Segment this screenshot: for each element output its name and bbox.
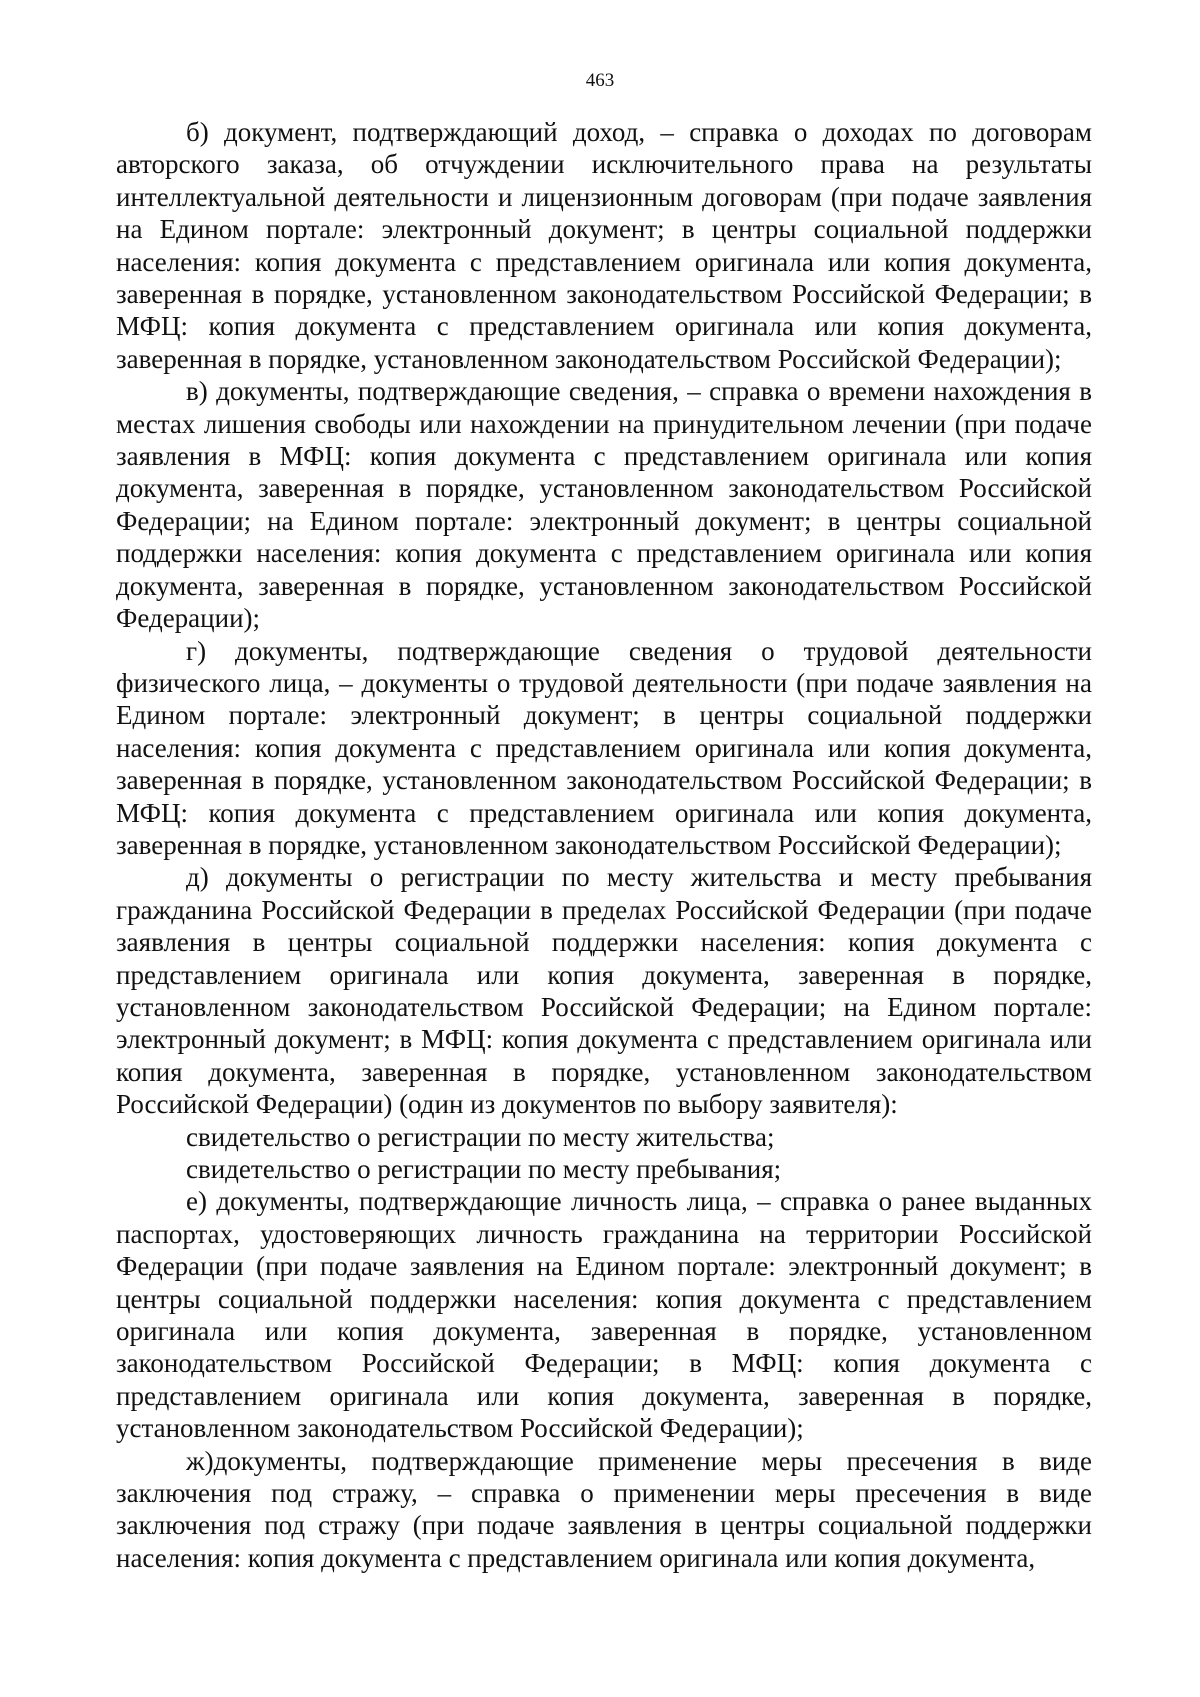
- list-item-stay-certificate: свидетельство о регистрации по месту пребывания;: [186, 1154, 782, 1184]
- list-item-residence-certificate: свидетельство о регистрации по месту жительства;: [186, 1121, 775, 1152]
- paragraph-e: е) документы, подтверждающие личность лица, – справка о ранее выданных паспортах, удостоверяющих личность гражданина на территории Российской Федерации (при подаче заявления на Едином портале: электронный документ; в центры социальной поддержки населения: копия документа с представлением оригинала или копия документа, заверенная в порядке, установленном законодательством Российской Федерации; в МФЦ: копия документа с представлением оригинала или копия документа, заверенная в порядке, установленном законодательством Российской Федерации);: [116, 1186, 1092, 1444]
- paragraph-g: г) документы, подтверждающие сведения о трудовой деятельности физического лица, – документы о трудовой деятельности (при подаче заявления на Едином портале: электронный документ; в центры социальной поддержки населения: копия документа с представлением оригинала или копия документа, заверенная в порядке, установленном законодательством Российской Федерации; в МФЦ: копия документа с представлением оригинала или копия документа, заверенная в порядке, установленном законодательством Российской Федерации);: [116, 635, 1092, 860]
- paragraph-d: д) документы о регистрации по месту жительства и месту пребывания гражданина Российской Федерации в пределах Российской Федерации (при подаче заявления в центры социальной поддержки населения: копия документа с представлением оригинала или копия документа, заверенная в порядке, установленном законодательством Российской Федерации; на Едином портале: электронный документ; в МФЦ: копия документа с представлением оригинала или копия документа, заверенная в порядке, установленном законодательством Российской Федерации) (один из документов по выбору заявителя):: [116, 862, 1092, 1120]
- paragraph-b: б) документ, подтверждающий доход, – справка о доходах по договорам авторского заказа, об отчуждении исключительного права на результаты интеллектуальной деятельности и лицензионным договорам (при подаче заявления на Едином портале: электронный документ; в центры социальной поддержки населения: копия документа с представлением оригинала или копия документа, заверенная в порядке, установленном законодательством Российской Федерации; в МФЦ: копия документа с представлением оригинала или копия документа, заверенная в порядке, установленном законодательством Российской Федерации);: [116, 117, 1092, 374]
- paragraph-zh: ж)документы, подтверждающие применение меры пресечения в виде заключения под стражу, – справка о применении меры пресечения в виде заключения под стражу (при подаче заявления в центры социальной поддержки населения: копия документа с представлением оригинала или копия документа,: [116, 1445, 1092, 1573]
- paragraph-v: в) документы, подтверждающие сведения, – справка о времени нахождения в местах лишения свободы или нахождении на принудительном лечении (при подаче заявления в МФЦ: копия документа с представлением оригинала или копия документа, заверенная в порядке, установленном законодательством Российской Федерации; на Едином портале: электронный документ; в центры социальной поддержки населения: копия документа с представлением оригинала или копия документа, заверенная в порядке, установленном законодательством Российской Федерации);: [116, 376, 1092, 634]
- document-body: [116, 116, 1092, 1574]
- page-number: 463: [585, 70, 615, 91]
